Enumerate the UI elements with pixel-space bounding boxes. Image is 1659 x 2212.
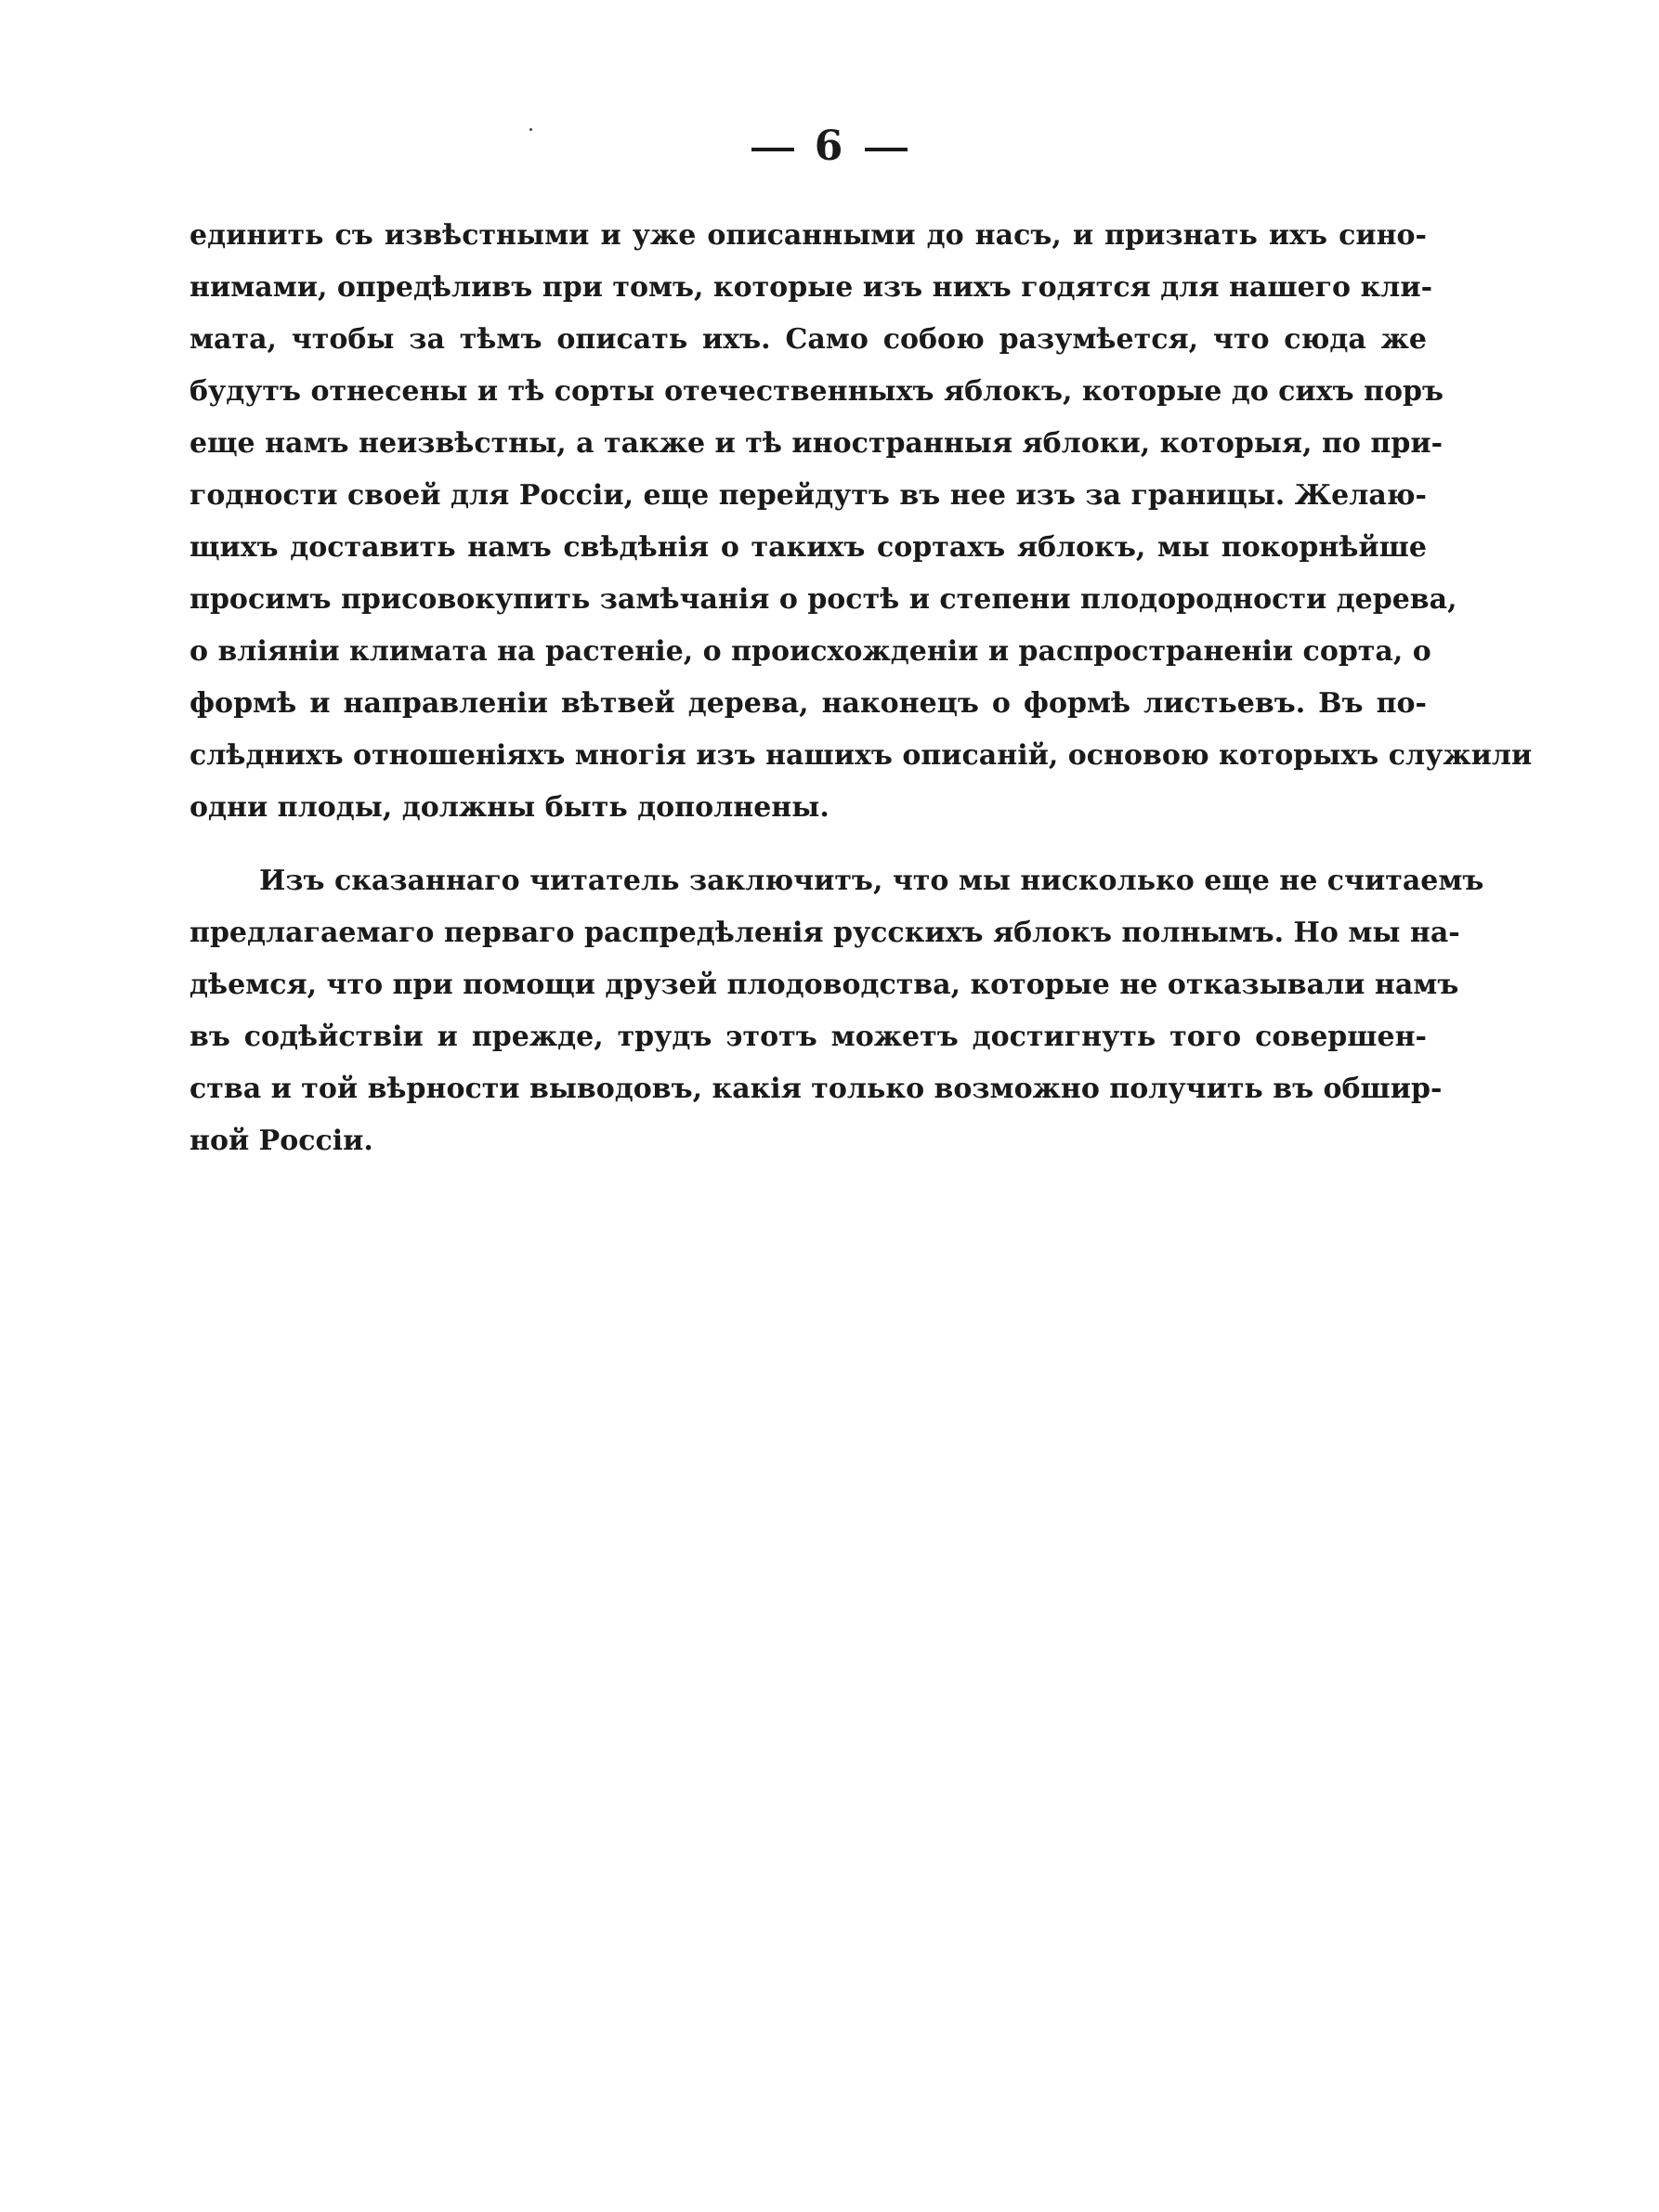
paragraph-gap — [189, 834, 1427, 855]
paragraph-1 — [189, 210, 1533, 834]
right-dash — [865, 148, 908, 151]
text-line: одни плоды, должны быть дополнены. — [189, 791, 830, 824]
body-text — [189, 210, 1533, 1167]
paragraph-2 — [189, 855, 1484, 1167]
page-number-header — [0, 119, 1659, 175]
left-dash — [751, 148, 794, 151]
text-line: ной Россіи. — [189, 1125, 373, 1157]
text-line: еще намъ неизвѣстны, а также и тѣ иностранныя яблоки, которыя, по при- — [189, 427, 1443, 460]
text-line: единить съ извѣстными и уже описанными до насъ, и признать ихъ сино- — [189, 219, 1427, 252]
text-line: щихъ доставить намъ свѣдѣнія о такихъ сортахъ яблокъ, мы покорнѣйше — [189, 531, 1427, 564]
text-line: предлагаемаго перваго распредѣленія русскихъ яблокъ полнымъ. Но мы на- — [189, 917, 1460, 949]
text-line: просимъ присовокупить замѣчанія о ростѣ и степени плодородности дерева, — [189, 583, 1457, 616]
page-number: 6 — [814, 123, 845, 170]
text-line: формѣ и направленіи вѣтвей дерева, наконецъ о формѣ листьевъ. Въ по- — [189, 687, 1427, 720]
text-line: будутъ отнесены и тѣ сорты отечественныхъ яблокъ, которые до сихъ поръ — [189, 375, 1443, 408]
text-line: слѣднихъ отношеніяхъ многія изъ нашихъ описаній, основою которыхъ служили — [189, 739, 1533, 772]
text-line: ства и той вѣрности выводовъ, какія только возможно получить въ обшир- — [189, 1073, 1443, 1105]
text-line: дѣемся, что при помощи друзей плодоводства, которые не отказывали намъ — [189, 969, 1459, 1001]
text-line: годности своей для Россіи, еще перейдутъ въ нее изъ за границы. Желаю- — [189, 479, 1427, 512]
text-line: о вліяніи климата на растеніе, о происхожденіи и распространеніи сорта, о — [189, 635, 1431, 668]
text-line: Изъ сказаннаго читатель заключитъ, что мы нисколько еще не считаемъ — [259, 865, 1484, 897]
text-line: въ содѣйствіи и прежде, трудъ этотъ можетъ достигнуть того совершен- — [189, 1021, 1427, 1053]
text-line: нимами, опредѣливъ при томъ, которые изъ нихъ годятся для нашего кли- — [189, 271, 1433, 304]
text-line: мата, чтобы за тѣмъ описать ихъ. Само собою разумѣется, что сюда же — [189, 323, 1427, 356]
